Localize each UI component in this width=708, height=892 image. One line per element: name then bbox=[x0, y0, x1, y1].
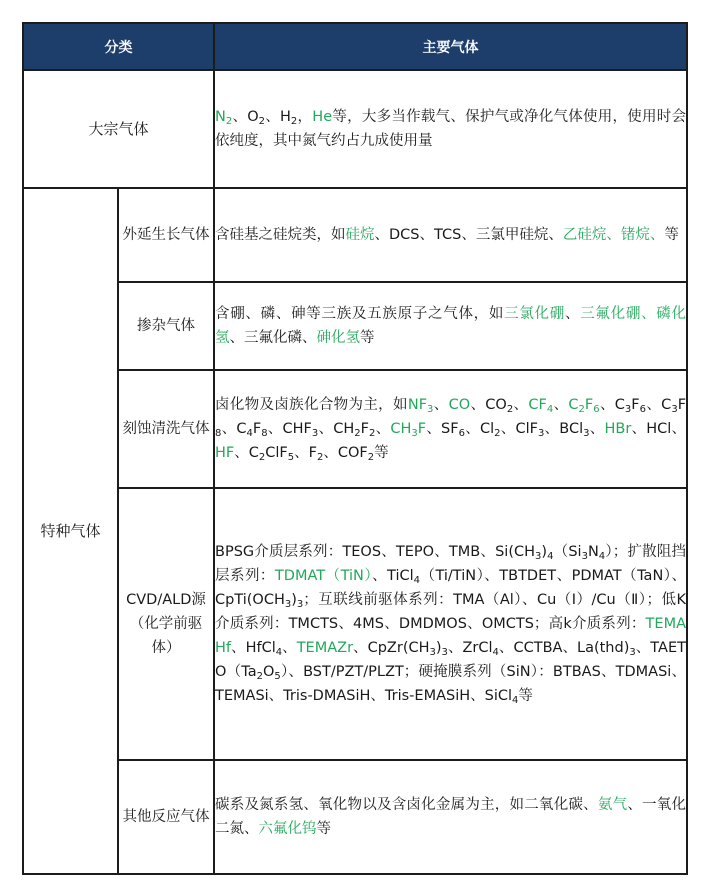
special-row-doping bbox=[23, 282, 687, 370]
highlighted-gas: 六氟化钨 bbox=[258, 821, 317, 837]
subscript: 6 bbox=[458, 428, 465, 439]
text-segment: 、H bbox=[265, 109, 291, 125]
subscript: 2 bbox=[290, 116, 298, 127]
text-segment: 含硼、磷、砷等三族及五族原子之气体，如 bbox=[215, 306, 505, 322]
highlighted-gas: N bbox=[215, 109, 226, 125]
highlighted-gas: TDMAT（TiN） bbox=[274, 568, 373, 584]
text-segment: 等 bbox=[518, 688, 533, 704]
highlighted-gas: CF bbox=[528, 397, 547, 413]
text-segment: 、BCl bbox=[544, 421, 584, 437]
subscript: 5 bbox=[287, 452, 295, 463]
text-segment: 卤化物及卤族化合物为主，如 bbox=[215, 397, 408, 413]
doping-content bbox=[214, 282, 687, 370]
subscript: 2 bbox=[367, 452, 375, 463]
cvd-ald-content bbox=[214, 488, 687, 760]
bulk-gas-content bbox=[214, 70, 687, 188]
text-segment: 碳系及氮系氢、氧化物以及含卤化金属为主，如二氧化碳、 bbox=[215, 797, 598, 813]
subscript: 3 bbox=[583, 428, 590, 439]
subscript: 3 bbox=[671, 404, 678, 415]
text-segment: 、TAETO（Ta bbox=[215, 640, 686, 680]
text-segment: 、CO bbox=[470, 397, 507, 413]
highlighted-gas: HF bbox=[215, 445, 235, 461]
highlighted-gas: TEMAZr bbox=[296, 640, 354, 656]
highlighted-gas: 三氟化硼、磷化氢 bbox=[215, 306, 687, 346]
text-segment: ) bbox=[291, 592, 297, 608]
subscript: 2 bbox=[354, 428, 361, 439]
highlighted-gas: CO bbox=[448, 397, 471, 413]
text-segment: 等 bbox=[360, 330, 375, 346]
subscript: 8 bbox=[261, 428, 268, 439]
text-segment: 等，大多当作载气、保护气或净化气体使用，使用时会依纯度，其中氮气约占九成使用量 bbox=[215, 109, 687, 149]
text-segment: 、C bbox=[599, 397, 625, 413]
bulk-gas-category: 大宗气体 bbox=[23, 70, 214, 188]
subscript: 4 bbox=[413, 575, 421, 586]
text-segment: （Si bbox=[553, 544, 582, 560]
text-segment: 、HfCl bbox=[231, 640, 276, 656]
subscript: 3 bbox=[581, 551, 588, 562]
subscript: 2 bbox=[316, 452, 324, 463]
text-segment: 、F bbox=[294, 445, 317, 461]
highlighted-gas: 4 bbox=[546, 404, 554, 415]
subscript: 3 bbox=[629, 647, 636, 658]
text-segment: 、CpZr(CH bbox=[353, 640, 430, 656]
highlighted-gas: 6 bbox=[593, 404, 600, 415]
text-segment: 、ClF bbox=[500, 421, 538, 437]
highlighted-gas: 3 bbox=[427, 404, 434, 415]
text-segment: 、ZrCl bbox=[447, 640, 493, 656]
subcategory-epitaxy: 外延生长气体 bbox=[118, 188, 214, 282]
text-segment: ) bbox=[435, 640, 442, 656]
text-segment: 、CHF bbox=[267, 421, 312, 437]
highlighted-gas: 2 bbox=[578, 404, 585, 415]
subscript: 4 bbox=[598, 551, 606, 562]
subscript: 2 bbox=[494, 428, 501, 439]
subscript: 2 bbox=[256, 671, 263, 682]
text-segment: 、Cl bbox=[464, 421, 495, 437]
header-category: 分类 bbox=[23, 23, 214, 70]
text-segment: BPSG介质层系列：TEOS、TEPO、TMB、Si(CH bbox=[215, 544, 536, 560]
text-segment: 、C bbox=[646, 397, 672, 413]
highlighted-gas: C bbox=[568, 397, 579, 413]
text-segment: 、COF bbox=[323, 445, 368, 461]
text-segment: ClF bbox=[265, 445, 288, 461]
subscript: 3 bbox=[535, 551, 542, 562]
text-segment: 含硅基之硅烷类，如 bbox=[215, 227, 346, 243]
highlighted-gas: 三氯化硼 bbox=[504, 306, 565, 322]
text-segment: （Ti/TiN）、TBTDET、PDMAT（TaN）、CpTi(OCH bbox=[215, 568, 686, 608]
subscript: 4 bbox=[246, 428, 253, 439]
text-segment: 、C bbox=[234, 445, 259, 461]
text-segment: 、 bbox=[433, 397, 449, 413]
highlighted-gas: 硅烷 bbox=[345, 227, 375, 243]
text-segment: F bbox=[631, 397, 640, 413]
subscript: 3 bbox=[284, 599, 292, 610]
text-segment: 等 bbox=[374, 445, 389, 461]
text-segment: 、SF bbox=[426, 421, 459, 437]
header-main-gases: 主要气体 bbox=[214, 23, 687, 70]
highlighted-gas: 3 bbox=[411, 428, 418, 439]
text-segment: F bbox=[360, 421, 369, 437]
special-row-cvd bbox=[23, 488, 687, 760]
subscript: 3 bbox=[311, 428, 319, 439]
subscript: 4 bbox=[512, 695, 519, 706]
highlighted-gas: F bbox=[417, 421, 427, 437]
special-row-etching bbox=[23, 370, 687, 488]
subscript: 4 bbox=[492, 647, 499, 658]
text-segment: 、 bbox=[565, 306, 581, 322]
text-segment: 、CCTBA、La(thd) bbox=[498, 640, 630, 656]
subscript: 3 bbox=[624, 404, 632, 415]
epitaxy-content bbox=[214, 188, 687, 282]
subscript: 3 bbox=[296, 599, 304, 610]
text-segment: 、C bbox=[221, 421, 247, 437]
subcategory-cvd-ald: CVD/ALD源（化学前驱体） bbox=[118, 488, 214, 760]
text-segment: 、 bbox=[375, 421, 391, 437]
text-segment: 、一氧化二氮、 bbox=[215, 797, 687, 837]
subscript: 2 bbox=[369, 428, 376, 439]
text-segment: ) bbox=[541, 544, 548, 560]
text-segment: N bbox=[587, 544, 599, 560]
gas-classification-table bbox=[22, 22, 688, 875]
text-segment: 、 bbox=[282, 640, 297, 656]
highlighted-gas: CH bbox=[390, 421, 412, 437]
text-segment: 等 bbox=[664, 227, 679, 243]
bulk-gas-row bbox=[23, 70, 687, 188]
subscript: 2 bbox=[258, 452, 266, 463]
subscript: 4 bbox=[547, 551, 554, 562]
highlighted-gas: NF bbox=[407, 397, 428, 413]
special-gas-category: 特种气体 bbox=[23, 188, 118, 874]
subscript: 5 bbox=[274, 671, 281, 682]
text-segment: ）；扩散阻挡层系列： bbox=[215, 544, 687, 584]
highlighted-gas: F bbox=[584, 397, 594, 413]
subscript: 3 bbox=[441, 647, 448, 658]
subcategory-doping: 掺杂气体 bbox=[118, 282, 214, 370]
special-row-other bbox=[23, 760, 687, 874]
text-segment: 、CH bbox=[318, 421, 355, 437]
highlighted-gas: TEMAHf bbox=[215, 616, 686, 656]
highlighted-gas: HBr bbox=[604, 421, 632, 437]
special-row-epitaxy bbox=[23, 188, 687, 282]
highlighted-gas: He bbox=[312, 109, 333, 125]
subscript: 4 bbox=[275, 647, 283, 658]
text-segment: 、 bbox=[513, 397, 529, 413]
text-segment: 、三氟化磷、 bbox=[229, 330, 317, 346]
text-segment: F bbox=[677, 397, 687, 413]
highlighted-gas: 氨气 bbox=[597, 797, 628, 813]
highlighted-gas: 砷化氢 bbox=[316, 330, 360, 346]
highlighted-gas: 乙硅烷、锗烷、 bbox=[562, 227, 665, 243]
subscript: 3 bbox=[537, 428, 545, 439]
text-segment: ）、BST/PZT/PLZT；硬掩膜系列（SiN）：BTBAS、TDMASi、TEMASi、Tris-DMASiH、Tris-EMASiH、SiCl bbox=[215, 664, 686, 704]
text-segment: 、HCl、 bbox=[631, 421, 687, 437]
etching-content bbox=[214, 370, 687, 488]
subcategory-etching: 刻蚀清洗气体 bbox=[118, 370, 214, 488]
text-segment: O bbox=[263, 664, 275, 680]
text-segment: 、TiCl bbox=[372, 568, 414, 584]
subcategory-other: 其他反应气体 bbox=[118, 760, 214, 874]
text-segment: 、DCS、TCS、三氯甲硅烷、 bbox=[374, 227, 563, 243]
text-segment: F bbox=[252, 421, 262, 437]
subscript: 2 bbox=[506, 404, 514, 415]
subscript: 6 bbox=[639, 404, 647, 415]
subscript: 2 bbox=[258, 116, 266, 127]
other-content bbox=[214, 760, 687, 874]
subscript: 8 bbox=[215, 428, 222, 439]
text-segment: ， bbox=[297, 109, 313, 125]
subscript: 3 bbox=[429, 647, 436, 658]
text-segment: ；互联线前驱体系列：TMA（Al）、Cu（Ⅰ）/Cu（Ⅱ）；低K介质系列：TMCTS、4MS、DMDMOS、OMCTS；高k介质系列： bbox=[215, 592, 686, 632]
text-segment: 、O bbox=[232, 109, 259, 125]
text-segment: 、 bbox=[589, 421, 605, 437]
text-segment: 、 bbox=[553, 397, 569, 413]
text-segment: 等 bbox=[316, 821, 331, 837]
header-row bbox=[23, 23, 687, 70]
highlighted-gas: 2 bbox=[225, 116, 233, 127]
